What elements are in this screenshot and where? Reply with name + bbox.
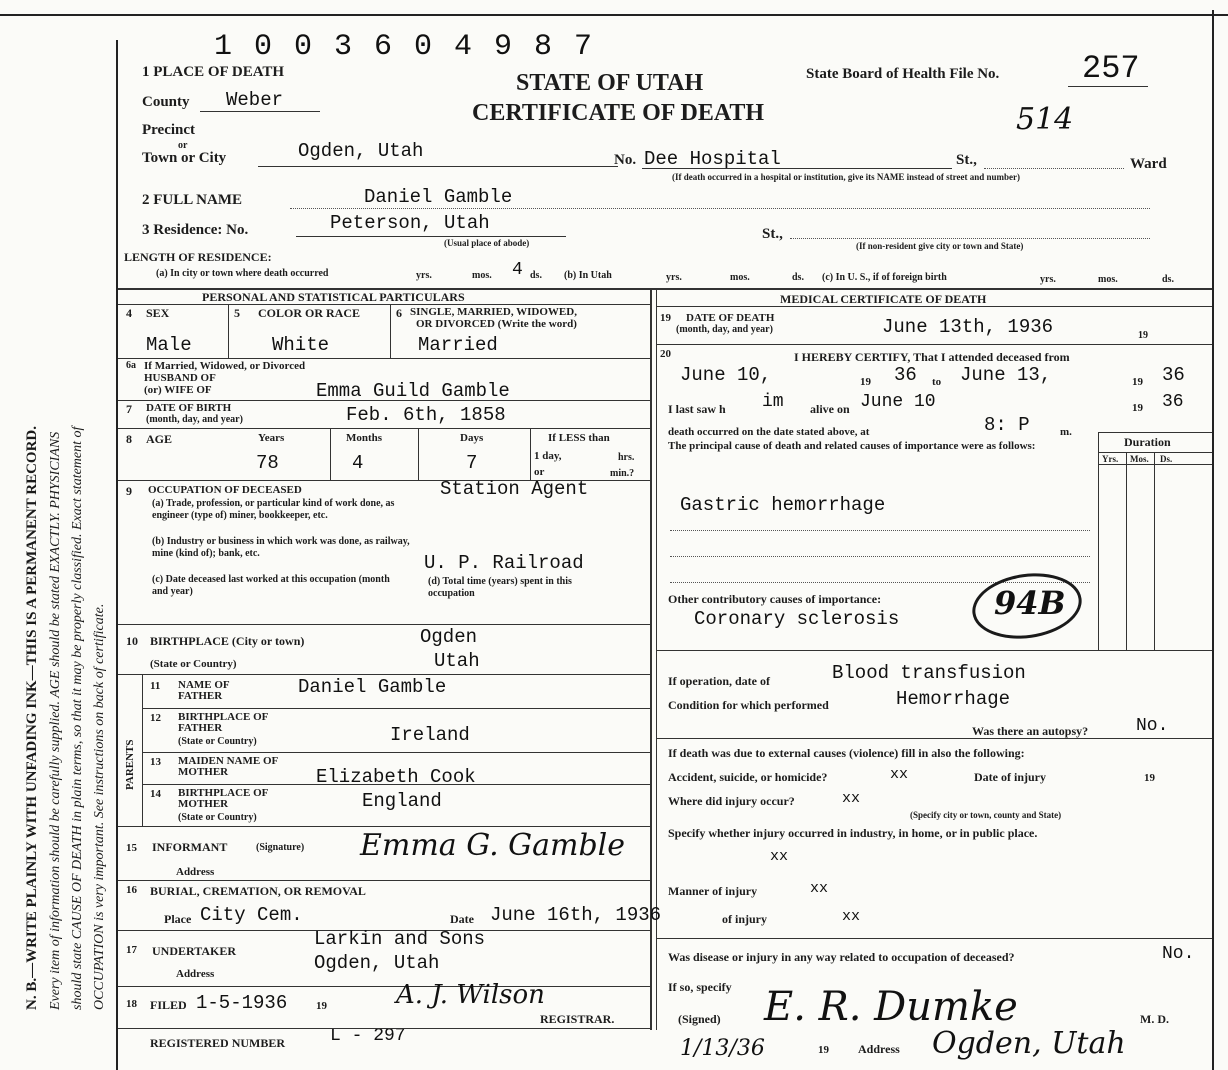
alive-19: 19 xyxy=(1132,402,1143,414)
autopsy-value: No. xyxy=(1136,716,1169,736)
usual-abode-note: (Usual place of abode) xyxy=(444,238,530,248)
contributory-value: Coronary sclerosis xyxy=(694,608,900,630)
length-mos-2: mos. xyxy=(730,272,750,283)
dod-value: June 13th, 1936 xyxy=(882,316,1054,338)
item-4: 4 xyxy=(126,306,132,320)
margin-instructions-1: Every item of information should be carefully supplied. AGE should be stated EXACTLY. PHYSICIANS xyxy=(48,431,63,1010)
full-name-value: Daniel Gamble xyxy=(364,186,513,208)
death-time: 8: P xyxy=(984,414,1030,436)
sex-label: SEX xyxy=(146,306,170,320)
occupation-value: Station Agent xyxy=(440,478,589,500)
spouse-label-1: If Married, Widowed, or Divorced xyxy=(144,360,306,372)
item-8: 8 xyxy=(126,432,132,446)
mother-bp-value: England xyxy=(362,790,442,812)
margin-instructions-3: OCCUPATION is very important. See instructions on back of certificate. xyxy=(92,603,107,1010)
md-label: M. D. xyxy=(1140,1012,1169,1026)
ifso-label: If so, specify xyxy=(668,980,732,994)
to-year: 36 xyxy=(1162,364,1185,386)
handwritten-number: 514 xyxy=(1016,102,1074,137)
age-years-value: 78 xyxy=(256,452,279,474)
signed-label: (Signed) xyxy=(678,1012,721,1026)
length-yrs-1: yrs. xyxy=(416,270,432,281)
item-6: 6 xyxy=(396,306,402,320)
duration-label: Duration xyxy=(1124,435,1171,449)
dob-sub: (month, day, and year) xyxy=(146,414,243,425)
length-label: LENGTH OF RESIDENCE: xyxy=(124,250,272,264)
accident-value: xx xyxy=(890,766,909,783)
from-year: 36 xyxy=(894,364,917,386)
min-label: min.? xyxy=(610,468,635,479)
burial-date-label: Date xyxy=(450,912,474,926)
father-bp-label: BIRTHPLACE OF FATHER xyxy=(178,711,268,734)
physician-signature: E. R. Dumke xyxy=(764,984,1018,1030)
hospital-value: Dee Hospital xyxy=(644,148,781,170)
registered-value: L - 297 xyxy=(330,1026,406,1046)
occurred-text: death occurred on the date stated above, at xyxy=(668,426,870,438)
operation-label: If operation, date of xyxy=(668,674,770,688)
injury-date-label: Date of injury xyxy=(974,770,1046,784)
address-label: Address xyxy=(858,1042,900,1056)
birthplace-city: Ogden xyxy=(420,626,478,648)
time-m-label: m. xyxy=(1060,426,1072,438)
length-ds-3: ds. xyxy=(1162,274,1174,285)
sex-value: Male xyxy=(146,334,192,356)
industry-value: U. P. Railroad xyxy=(424,552,584,574)
condition-value: Hemorrhage xyxy=(896,688,1011,710)
condition-label: Condition for which performed xyxy=(668,698,829,712)
manner-value: xx xyxy=(810,880,829,897)
certify-text: I HEREBY CERTIFY, That I attended deceased from xyxy=(794,350,1070,364)
disease-label: Was disease or injury in any way related to occupation of deceased? xyxy=(668,950,1015,964)
st-label: St., xyxy=(956,152,977,168)
item-17: 17 xyxy=(126,944,137,956)
item-15: 15 xyxy=(126,842,137,854)
father-bp-state: (State or Country) xyxy=(178,736,257,747)
last-saw-him: im xyxy=(762,392,784,412)
residence-st-label: St., xyxy=(762,226,783,242)
length-ds-1: ds. xyxy=(530,270,542,281)
sign-19: 19 xyxy=(818,1044,829,1056)
informant-address-label: Address xyxy=(176,866,215,878)
father-bp-value: Ireland xyxy=(390,724,470,746)
where-value: xx xyxy=(842,790,861,807)
where-label: Where did injury occur? xyxy=(668,794,795,808)
physician-address: Ogden, Utah xyxy=(932,1026,1126,1061)
burial-place: City Cem. xyxy=(200,904,303,926)
file-number: 257 xyxy=(1082,50,1140,87)
item-16: 16 xyxy=(126,884,137,896)
from-19: 19 xyxy=(860,376,871,388)
hospital-no-label: No. xyxy=(614,152,637,168)
precinct-label: Precinct xyxy=(142,122,196,138)
item-9: 9 xyxy=(126,484,132,498)
item-10: 10 xyxy=(126,634,138,648)
item-14: 14 xyxy=(150,788,161,800)
stamp-number: 1 0 0 3 6 0 4 9 8 7 xyxy=(214,30,595,64)
residence-label: 3 Residence: No. xyxy=(142,222,249,238)
father-value: Daniel Gamble xyxy=(298,676,447,698)
filed-label: FILED xyxy=(150,998,187,1012)
medical-heading: MEDICAL CERTIFICATE OF DEATH xyxy=(780,292,987,306)
file-label: State Board of Health File No. xyxy=(806,66,1000,82)
full-name-label: 2 FULL NAME xyxy=(142,192,243,208)
father-label: NAME OF FATHER xyxy=(178,679,230,702)
parents-label: PARENTS xyxy=(124,739,136,790)
marital-label-2: OR DIVORCED (Write the word) xyxy=(416,318,577,330)
filed-19: 19 xyxy=(316,1000,327,1012)
length-ds-2: ds. xyxy=(792,272,804,283)
informant-sig-label: (Signature) xyxy=(256,842,305,853)
length-mos-1: mos. xyxy=(472,270,492,281)
item-6a: 6a xyxy=(126,360,136,371)
length-yrs-3: yrs. xyxy=(1040,274,1056,285)
length-city: (a) In city or town where death occurred xyxy=(156,268,329,279)
informant-label: INFORMANT xyxy=(152,840,228,854)
item-5: 5 xyxy=(234,306,240,320)
disease-value: No. xyxy=(1162,944,1195,964)
alive-on-label: alive on xyxy=(810,402,850,416)
occ-d-text: (d) Total time (years) spent in this occupation xyxy=(428,576,572,599)
duration-yrs: Yrs. xyxy=(1102,454,1119,464)
months-label: Months xyxy=(346,432,383,444)
or-label: or xyxy=(178,140,188,151)
manner-label: Manner of injury xyxy=(668,884,758,898)
informant-signature: Emma G. Gamble xyxy=(360,828,626,863)
residence-value: Peterson, Utah xyxy=(330,212,490,234)
burial-label: BURIAL, CREMATION, OR REMOVAL xyxy=(150,884,366,898)
attended-from: June 10, xyxy=(680,364,772,386)
alive-year: 36 xyxy=(1162,392,1184,412)
alive-date: June 10 xyxy=(860,392,936,412)
burial-place-label: Place xyxy=(164,912,192,926)
mother-label: MAIDEN NAME OF MOTHER xyxy=(178,755,278,778)
contributory-label: Other contributory causes of importance: xyxy=(668,592,882,606)
spouse-value: Emma Guild Gamble xyxy=(316,380,510,402)
less-than-label: If LESS than xyxy=(548,432,610,444)
cause-value: Gastric hemorrhage xyxy=(680,494,886,516)
marital-label-1: SINGLE, MARRIED, WIDOWED, xyxy=(410,306,577,318)
last-saw-label: I last saw h xyxy=(668,402,726,416)
spouse-label-2: HUSBAND OF xyxy=(144,372,216,384)
county-label: County xyxy=(142,94,190,110)
dod-label: DATE OF DEATH xyxy=(686,312,775,324)
nature-value: xx xyxy=(842,908,861,925)
item-18: 18 xyxy=(126,998,137,1010)
one-day-label: 1 day, xyxy=(534,450,562,462)
item-13: 13 xyxy=(150,756,161,768)
days-label: Days xyxy=(460,432,484,444)
occ-c-text: (c) Date deceased last worked at this occupation (month and year) xyxy=(152,574,390,597)
operation-value: Blood transfusion xyxy=(832,662,1026,684)
age-months-value: 4 xyxy=(352,452,364,474)
item-19: 19 xyxy=(660,312,671,324)
nature-label: of injury xyxy=(722,912,767,926)
accident-label: Accident, suicide, or homicide? xyxy=(668,770,828,784)
length-utah: (b) In Utah xyxy=(564,270,612,281)
item-7: 7 xyxy=(126,402,132,416)
town-value: Ogden, Utah xyxy=(298,140,424,162)
place-heading: 1 PLACE OF DEATH xyxy=(142,64,285,80)
undertaker-name: Larkin and Sons xyxy=(314,928,486,950)
registered-label: REGISTERED NUMBER xyxy=(150,1036,286,1050)
length-mos-3: mos. xyxy=(1098,274,1118,285)
specify-label: Specify whether injury occurred in industry, in home, or in public place. xyxy=(668,826,1038,840)
sign-date: 1/13/36 xyxy=(680,1036,765,1061)
mother-bp-label: BIRTHPLACE OF MOTHER xyxy=(178,787,268,810)
registrar-label: REGISTRAR. xyxy=(540,1012,615,1026)
occ-a-text: (a) Trade, profession, or particular kind of work done, as engineer (type of) miner, bookkeeper, etc. xyxy=(152,498,395,521)
dod-sub: (month, day, and year) xyxy=(676,324,773,335)
where-note: (Specify city or town, county and State) xyxy=(910,810,1062,820)
mother-value: Elizabeth Cook xyxy=(316,766,476,788)
spouse-label-3: (or) WIFE OF xyxy=(144,384,212,396)
hrs-label: hrs. xyxy=(618,452,635,463)
principal-text: The principal cause of death and related causes of importance were as follows: xyxy=(668,440,1036,452)
personal-heading: PERSONAL AND STATISTICAL PARTICULARS xyxy=(202,290,465,304)
burial-date: June 16th, 1936 xyxy=(490,904,662,926)
registrar-signature: A. J. Wilson xyxy=(396,980,545,1010)
occupation-label: OCCUPATION OF DECEASED xyxy=(148,484,302,496)
length-days-value: 4 xyxy=(512,260,523,280)
autopsy-label: Was there an autopsy? xyxy=(972,724,1089,738)
margin-instructions-2: should state CAUSE OF DEATH in plain terms, so that it may be properly classified. Exact statement of xyxy=(70,426,85,1010)
certificate-title: CERTIFICATE OF DEATH xyxy=(472,100,765,126)
hospital-note: (If death occurred in a hospital or institution, give its NAME instead of street and number) xyxy=(672,172,1021,182)
dob-label: DATE OF BIRTH xyxy=(146,402,232,414)
item-11: 11 xyxy=(150,680,161,692)
birthplace-state-label: (State or Country) xyxy=(150,658,237,670)
duration-mos: Mos. xyxy=(1130,454,1149,464)
filed-value: 1-5-1936 xyxy=(196,992,288,1014)
length-us: (c) In U. S., if of foreign birth xyxy=(822,272,947,283)
color-value: White xyxy=(272,334,330,356)
attended-to: June 13, xyxy=(960,364,1052,386)
color-label: COLOR OR RACE xyxy=(258,306,361,320)
years-label: Years xyxy=(258,432,285,444)
birthplace-label: BIRTHPLACE (City or town) xyxy=(150,634,305,648)
margin-warning: N. B.—WRITE PLAINLY WITH UNFADING INK—THIS IS A PERMANENT RECORD. xyxy=(24,426,40,1010)
age-label: AGE xyxy=(146,432,173,446)
state-title: STATE OF UTAH xyxy=(516,70,704,96)
dod-19: 19 xyxy=(1138,330,1148,341)
specify-value: xx xyxy=(770,848,789,865)
county-value: Weber xyxy=(226,89,284,111)
length-yrs-2: yrs. xyxy=(666,272,682,283)
item-12: 12 xyxy=(150,712,161,724)
town-label: Town or City xyxy=(142,150,227,166)
or-min-label: or xyxy=(534,466,545,478)
ward-label: Ward xyxy=(1130,156,1167,172)
duration-ds: Ds. xyxy=(1160,454,1173,464)
external-text: If death was due to external causes (violence) fill in also the following: xyxy=(668,746,1025,760)
undertaker-label: UNDERTAKER xyxy=(152,944,237,958)
age-days-value: 7 xyxy=(466,452,478,474)
item-20: 20 xyxy=(660,348,671,360)
undertaker-address-label: Address xyxy=(176,968,215,980)
to-19: 19 xyxy=(1132,376,1143,388)
marital-value: Married xyxy=(418,334,498,356)
occ-b-text: (b) Industry or business in which work was done, as railway, mine (kind of); bank, etc. xyxy=(152,536,410,559)
nonresident-note: (If non-resident give city or town and State) xyxy=(856,241,1024,251)
mother-bp-state: (State or Country) xyxy=(178,812,257,823)
to-label: to xyxy=(932,376,942,388)
birthplace-state: Utah xyxy=(434,650,480,672)
injury-19: 19 xyxy=(1144,772,1155,784)
code-value: 94B xyxy=(994,584,1066,622)
dob-value: Feb. 6th, 1858 xyxy=(346,404,506,426)
undertaker-address: Ogden, Utah xyxy=(314,952,440,974)
